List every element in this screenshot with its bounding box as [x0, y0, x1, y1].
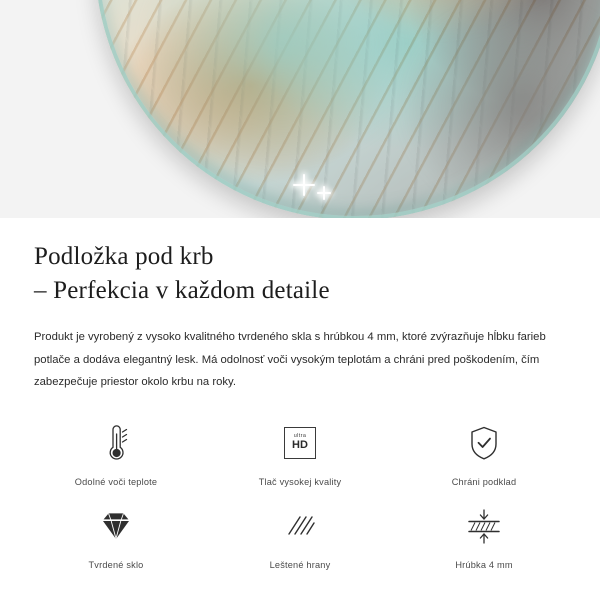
thickness-icon — [463, 503, 505, 549]
feature-label: Chráni podklad — [451, 476, 517, 487]
feature-label: Odolné voči teplote — [74, 476, 158, 487]
page-title-line-1: Podložka pod krb — [34, 243, 214, 270]
feature-item-print-quality — [208, 420, 392, 487]
feature-grid — [0, 394, 600, 570]
hero-image — [0, 0, 600, 218]
feature-item-heat-resistant — [24, 420, 208, 487]
feature-label: Leštené hrany — [269, 559, 331, 570]
ultra-hd-badge-main: HD — [292, 439, 308, 452]
thermometer-icon — [99, 420, 133, 466]
feature-item-polished-edges — [208, 503, 392, 570]
feature-label: Tvrdené sklo — [88, 559, 144, 570]
feature-item-thickness — [392, 503, 576, 570]
ultra-hd-badge-top: ultra — [293, 433, 307, 440]
marble-glass-plate-image — [95, 0, 600, 218]
ultra-hd-icon — [284, 420, 316, 466]
feature-item-tempered-glass — [24, 503, 208, 570]
page-title — [34, 218, 566, 308]
feature-label: Tlač vysokej kvality — [258, 476, 342, 487]
diamond-icon — [97, 503, 135, 549]
feature-item-surface-protection — [392, 420, 576, 487]
polished-edges-icon — [281, 503, 319, 549]
page-title-line-2: – Perfekcia v každom detaile — [34, 277, 330, 304]
description-paragraph: Produkt je vyrobený z vysoko kvalitného tvrdeného skla s hrúbkou 4 mm, ktoré zvýrazňuje hĺbku farieb potlače a dodáva elegantný lesk. Má odolnosť voči vysokým teplotám a chráni pred poškodením, čím zabezpečuje priestor okolo krbu na roky. — [34, 331, 546, 389]
feature-label: Hrúbka 4 mm — [455, 559, 513, 570]
shield-check-icon — [467, 420, 501, 466]
text-content — [0, 218, 600, 394]
